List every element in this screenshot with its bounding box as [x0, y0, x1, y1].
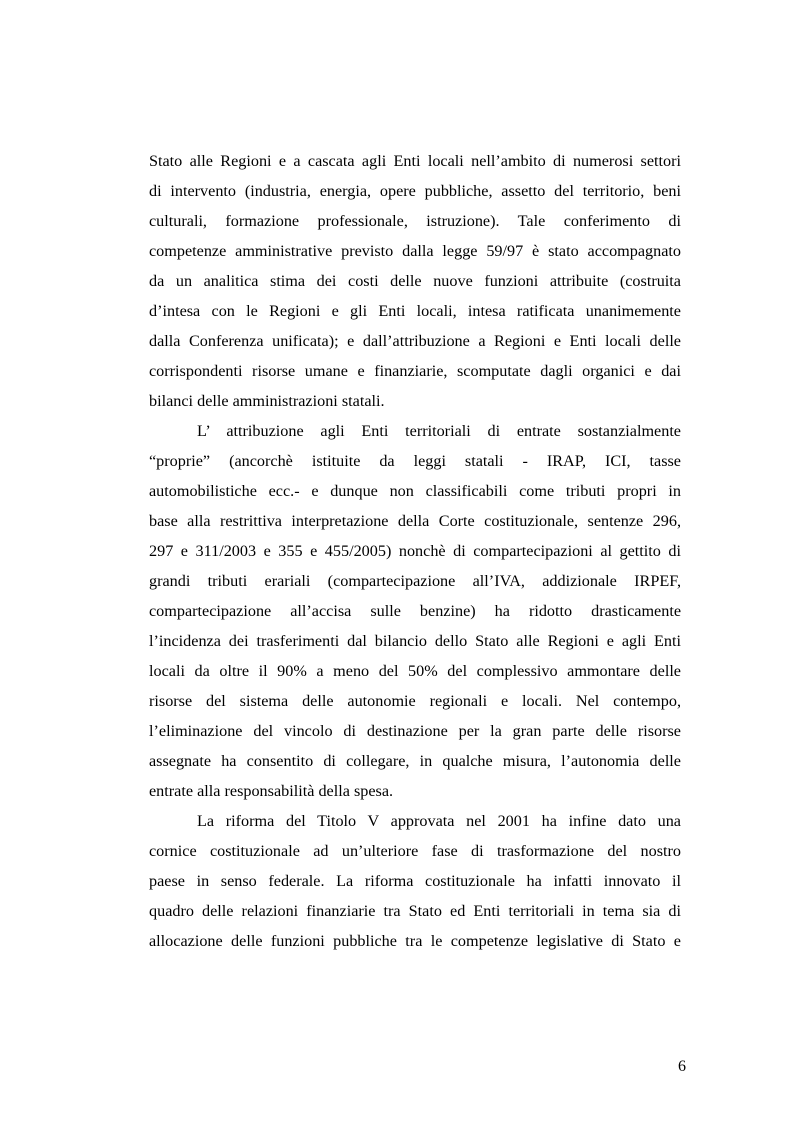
- text-line: d’intesa con le Regioni e gli Enti locali, intesa ratificata unanimemente: [149, 302, 681, 320]
- text-line: 297 e 311/2003 e 355 e 455/2005) nonchè di compartecipazioni al gettito di: [149, 542, 681, 560]
- text-line: base alla restrittiva interpretazione della Corte costituzionale, sentenze 296,: [149, 512, 681, 530]
- text-line: bilanci delle amministrazioni statali.: [149, 392, 385, 410]
- text-line: grandi tributi erariali (compartecipazione all’IVA, addizionale IRPEF,: [149, 572, 681, 590]
- text-line: paese in senso federale. La riforma costituzionale ha infatti innovato il: [149, 872, 681, 890]
- text-line: cornice costituzionale ad un’ulteriore fase di trasformazione del nostro: [149, 842, 681, 860]
- text-line: l’incidenza dei trasferimenti dal bilancio dello Stato alle Regioni e agli Enti: [149, 632, 681, 650]
- text-line: competenze amministrative previsto dalla legge 59/97 è stato accompagnato: [149, 242, 681, 260]
- paragraph: [149, 146, 681, 416]
- paragraph: [149, 806, 681, 956]
- text-line: l’eliminazione del vincolo di destinazione per la gran parte delle risorse: [149, 722, 681, 740]
- page-number: 6: [678, 1058, 686, 1075]
- text-line: di intervento (industria, energia, opere pubbliche, assetto del territorio, beni: [149, 182, 681, 200]
- text-line: automobilistiche ecc.- e dunque non classificabili come tributi propri in: [149, 482, 681, 500]
- text-line: risorse del sistema delle autonomie regionali e locali. Nel contempo,: [149, 692, 681, 710]
- text-line: locali da oltre il 90% a meno del 50% del complessivo ammontare delle: [149, 662, 681, 680]
- text-line: culturali, formazione professionale, istruzione). Tale conferimento di: [149, 212, 681, 230]
- text-line: La riforma del Titolo V approvata nel 2001 ha infine dato una: [197, 812, 681, 830]
- text-line: L’ attribuzione agli Enti territoriali di entrate sostanzialmente: [197, 422, 681, 440]
- text-line: quadro delle relazioni finanziarie tra Stato ed Enti territoriali in tema sia di: [149, 902, 681, 920]
- text-line: assegnate ha consentito di collegare, in qualche misura, l’autonomia delle: [149, 752, 681, 770]
- text-line: entrate alla responsabilità della spesa.: [149, 782, 394, 800]
- text-line: allocazione delle funzioni pubbliche tra le competenze legislative di Stato e: [149, 932, 681, 950]
- text-line: Stato alle Regioni e a cascata agli Enti locali nell’ambito di numerosi settori: [149, 152, 681, 170]
- paragraph: [149, 416, 681, 806]
- text-line: dalla Conferenza unificata); e dall’attribuzione a Regioni e Enti locali delle: [149, 332, 681, 350]
- text-line: corrispondenti risorse umane e finanziarie, scomputate dagli organici e dai: [149, 362, 681, 380]
- text-line: compartecipazione all’accisa sulle benzine) ha ridotto drasticamente: [149, 602, 681, 620]
- text-line: da un analitica stima dei costi delle nuove funzioni attribuite (costruita: [149, 272, 681, 290]
- body-text: [149, 146, 681, 956]
- text-line: “proprie” (ancorchè istituite da leggi statali - IRAP, ICI, tasse: [149, 452, 681, 470]
